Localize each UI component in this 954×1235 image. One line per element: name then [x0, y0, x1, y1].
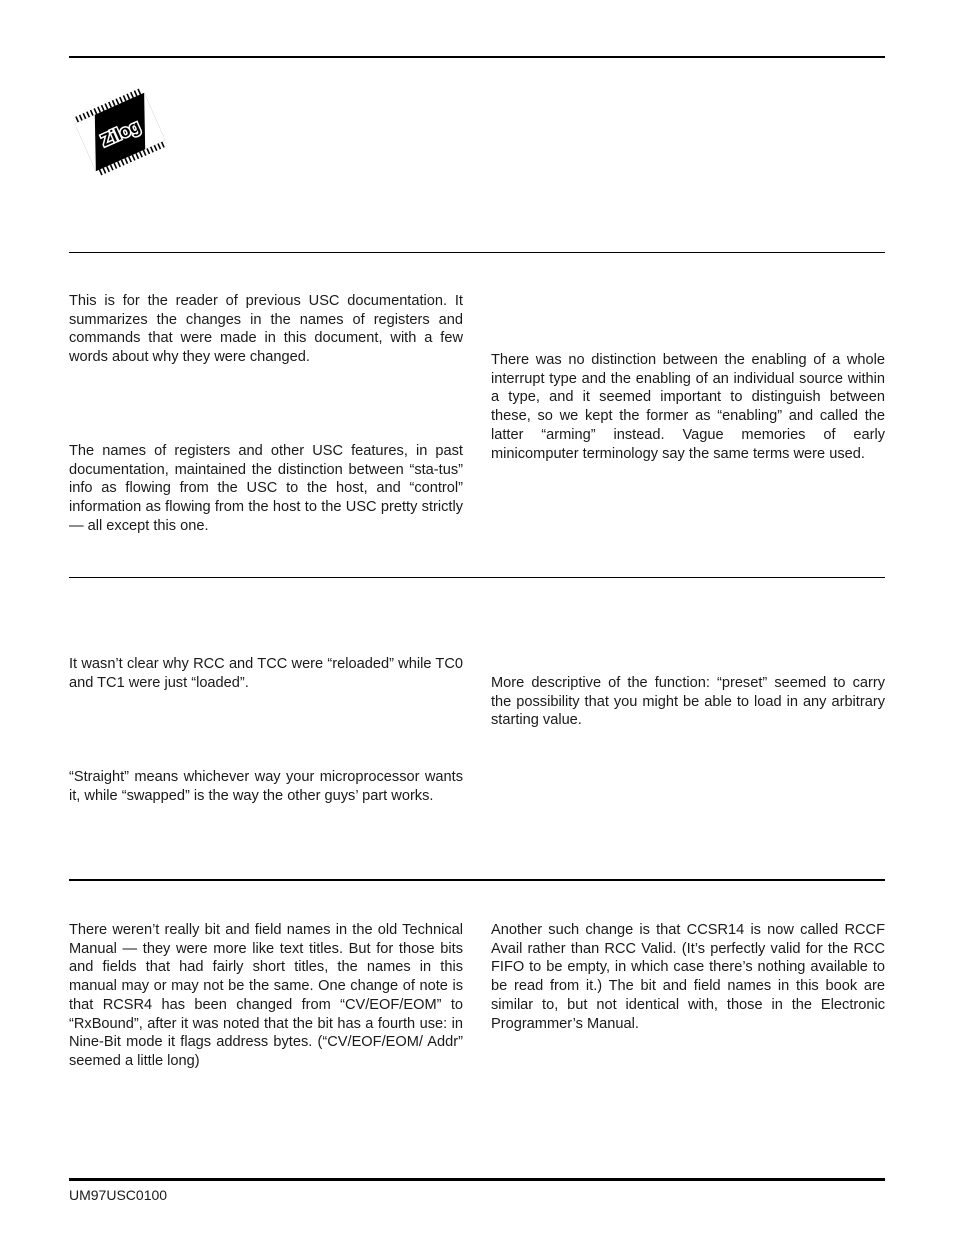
top-rule [69, 56, 885, 58]
section1-left-para1: This is for the reader of previous USC documentation. It summarizes the changes in the names of registers and commands that were made in this document, with a few words about why they were changed. [69, 293, 463, 366]
section-rule-1 [69, 252, 885, 253]
document-id: UM97USC0100 [69, 1187, 168, 1203]
bottom-rule [69, 1178, 885, 1181]
section-rule-3 [69, 879, 885, 881]
section-rule-2 [69, 577, 885, 578]
section3-right-para1: Another such change is that CCSR14 is now called RCCF Avail rather than RCC Valid. (It’s perfectly valid for the RCC FIFO to be empty, in which case there’s nothing available to be read from it.) The bit and field names in this book are similar to, but not identical with, those in the Electronic Programmer’s Manual. [491, 922, 885, 1032]
section1-left-para2: The names of registers and other USC features, in past documentation, maintained the distinction between “sta-tus” info as flowing from the USC to the host, and “control” information as flowing from the host to the USC pretty strictly — all except this one. [69, 443, 463, 534]
zilog-wordmark: Zilog [98, 116, 144, 151]
section1-right-para1: There was no distinction between the enabling of a whole interrupt type and the enabling of an individual source within a type, and it seemed important to distinguish between these, so we kept the former as “enabling” and called the latter “arming” instead. Vague memories of early minicomputer terminology say the same terms were used. [491, 352, 885, 462]
section2-left-para1: It wasn’t clear why RCC and TCC were “reloaded” while TC0 and TC1 were just “loaded”. [69, 656, 463, 691]
zilog-chip-logo-icon [64, 82, 176, 182]
section2-right-para1: More descriptive of the function: “preset” seemed to carry the possibility that you might be able to load in any arbitrary starting value. [491, 675, 885, 729]
zilog-logo [64, 82, 176, 182]
section3-left-para1: There weren’t really bit and field names in the old Technical Manual — they were more like text titles. But for those bits and fields that had fairly short titles, the names in this manual may or may not be the same. One change of note is that RCSR4 has been changed from “CV/EOF/EOM” to “RxBound”, after it was noted that the bit has a fourth use: in Nine-Bit mode it flags address bytes. (“CV/EOF/EOM/ Addr” seemed a little long) [69, 922, 463, 1069]
section2-left-para2: “Straight” means whichever way your microprocessor wants it, while “swapped” is the way the other guys’ part works. [69, 769, 463, 804]
